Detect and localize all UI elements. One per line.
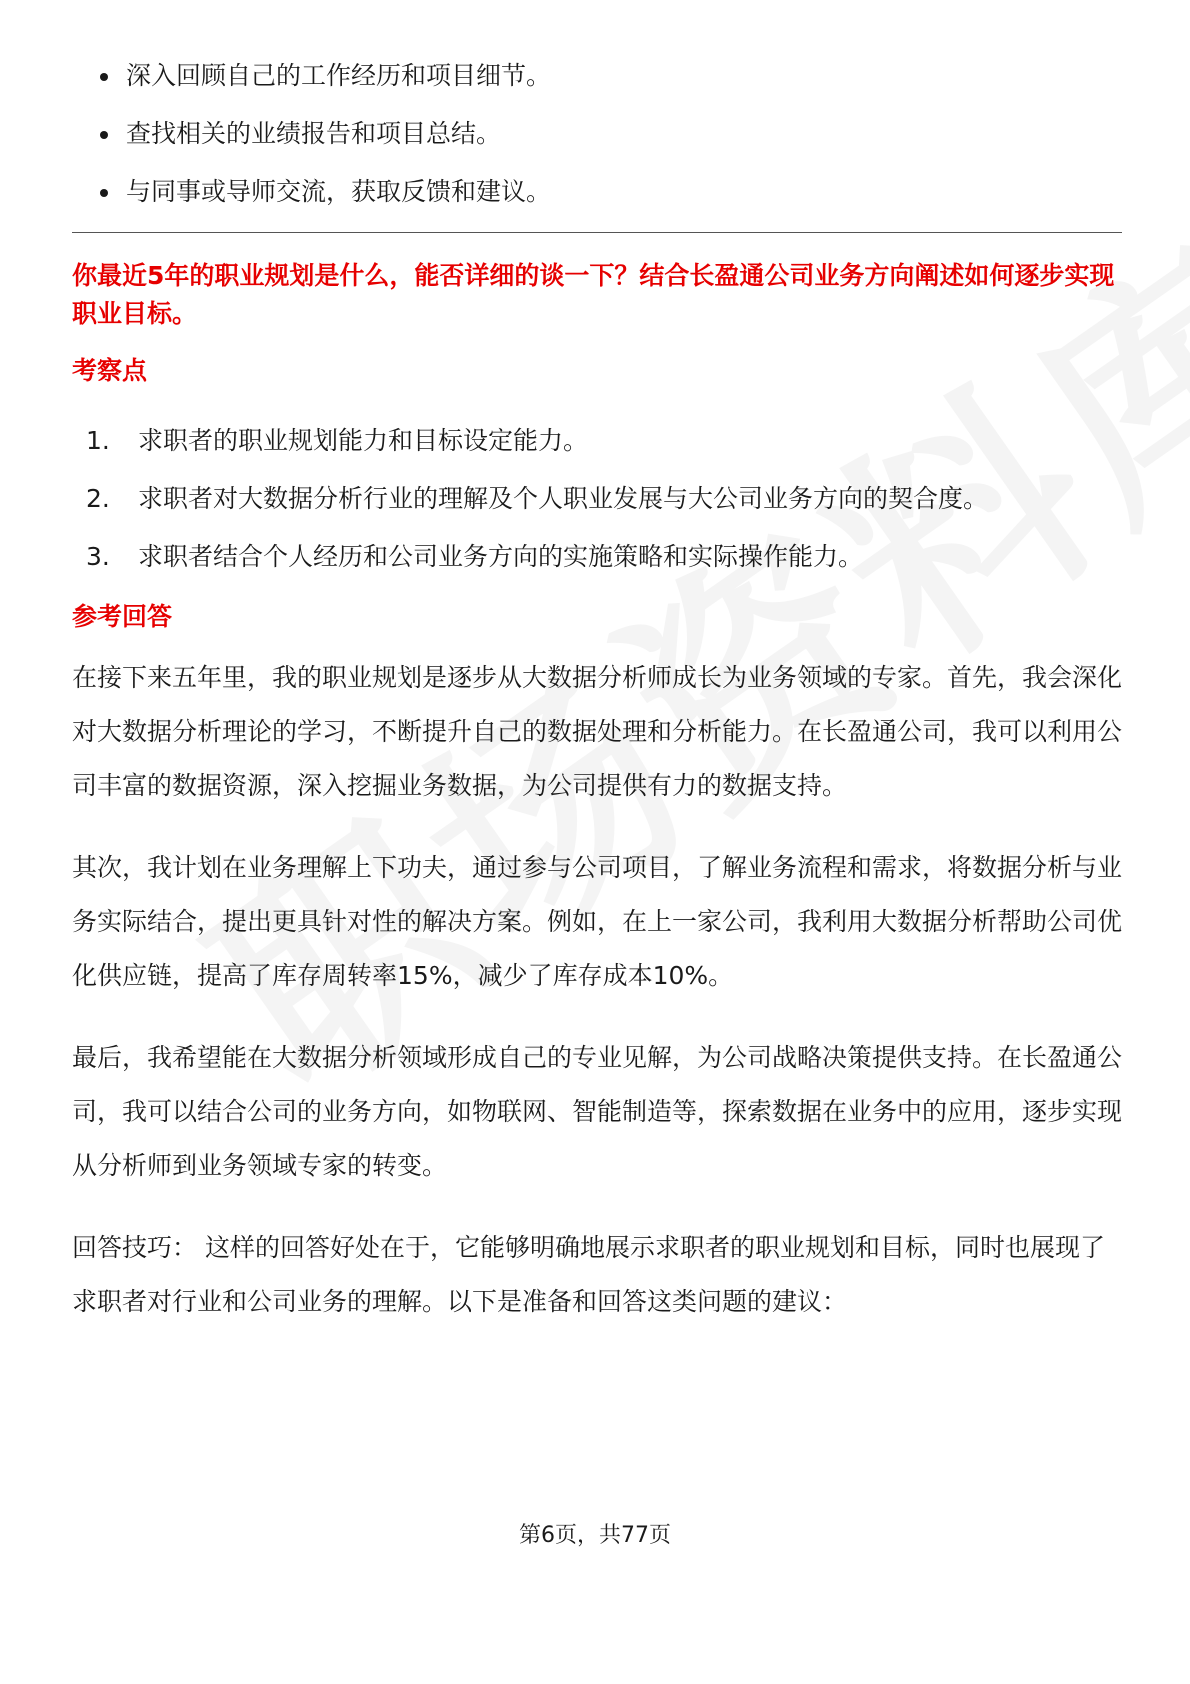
exam-points-list <box>72 423 1122 575</box>
list-item: 与同事或导师交流，获取反馈和建议。 <box>72 174 1122 210</box>
top-bullet-list <box>72 58 1122 210</box>
list-item: 深入回顾自己的工作经历和项目细节。 <box>72 58 1122 94</box>
list-item: 查找相关的业绩报告和项目总结。 <box>72 116 1122 152</box>
list-text: 求职者结合个人经历和公司业务方向的实施策略和实际操作能力。 <box>138 542 864 571</box>
answer-paragraph: 在接下来五年里，我的职业规划是逐步从大数据分析师成长为业务领域的专家。首先，我会深化对大数据分析理论的学习，不断提升自己的数据处理和分析能力。在长盈通公司，我可以利用公司丰富的数据资源，深入挖掘业务数据，为公司提供有力的数据支持。 <box>72 663 1123 800</box>
list-number: 3. <box>86 542 110 571</box>
answer-paragraph: 最后，我希望能在大数据分析领域形成自己的专业见解，为公司战略决策提供支持。在长盈通公司，我可以结合公司的业务方向，如物联网、智能制造等，探索数据在业务中的应用，逐步实现从分析师到业务领域专家的转变。 <box>72 1043 1123 1180</box>
question-heading: 你最近5年的职业规划是什么，能否详细的谈一下？结合长盈通公司业务方向阐述如何逐步实现职业目标。 <box>72 261 1115 328</box>
answer-title: 参考回答 <box>72 602 173 631</box>
list-item <box>72 539 1122 575</box>
list-text: 求职者的职业规划能力和目标设定能力。 <box>138 426 589 455</box>
answer-body <box>72 651 1122 1329</box>
list-item <box>72 423 1122 459</box>
list-number: 1. <box>86 426 110 455</box>
list-number: 2. <box>86 484 110 513</box>
exam-points-title: 考察点 <box>72 356 148 385</box>
answer-tips-paragraph: 回答技巧： 这样的回答好处在于，它能够明确地展示求职者的职业规划和目标，同时也展现了求职者对行业和公司业务的理解。以下是准备和回答这类问题的建议： <box>72 1233 1105 1316</box>
section-divider <box>72 232 1122 233</box>
answer-paragraph: 其次，我计划在业务理解上下功夫，通过参与公司项目，了解业务流程和需求，将数据分析与业务实际结合，提出更具针对性的解决方案。例如，在上一家公司，我利用大数据分析帮助公司优化供应链，提高了库存周转率15%，减少了库存成本10%。 <box>72 853 1123 990</box>
page-content <box>72 58 1122 1329</box>
list-text: 求职者对大数据分析行业的理解及个人职业发展与大公司业务方向的契合度。 <box>138 484 989 513</box>
list-item <box>72 481 1122 517</box>
page-number: 第6页，共77页 <box>519 1523 671 1548</box>
